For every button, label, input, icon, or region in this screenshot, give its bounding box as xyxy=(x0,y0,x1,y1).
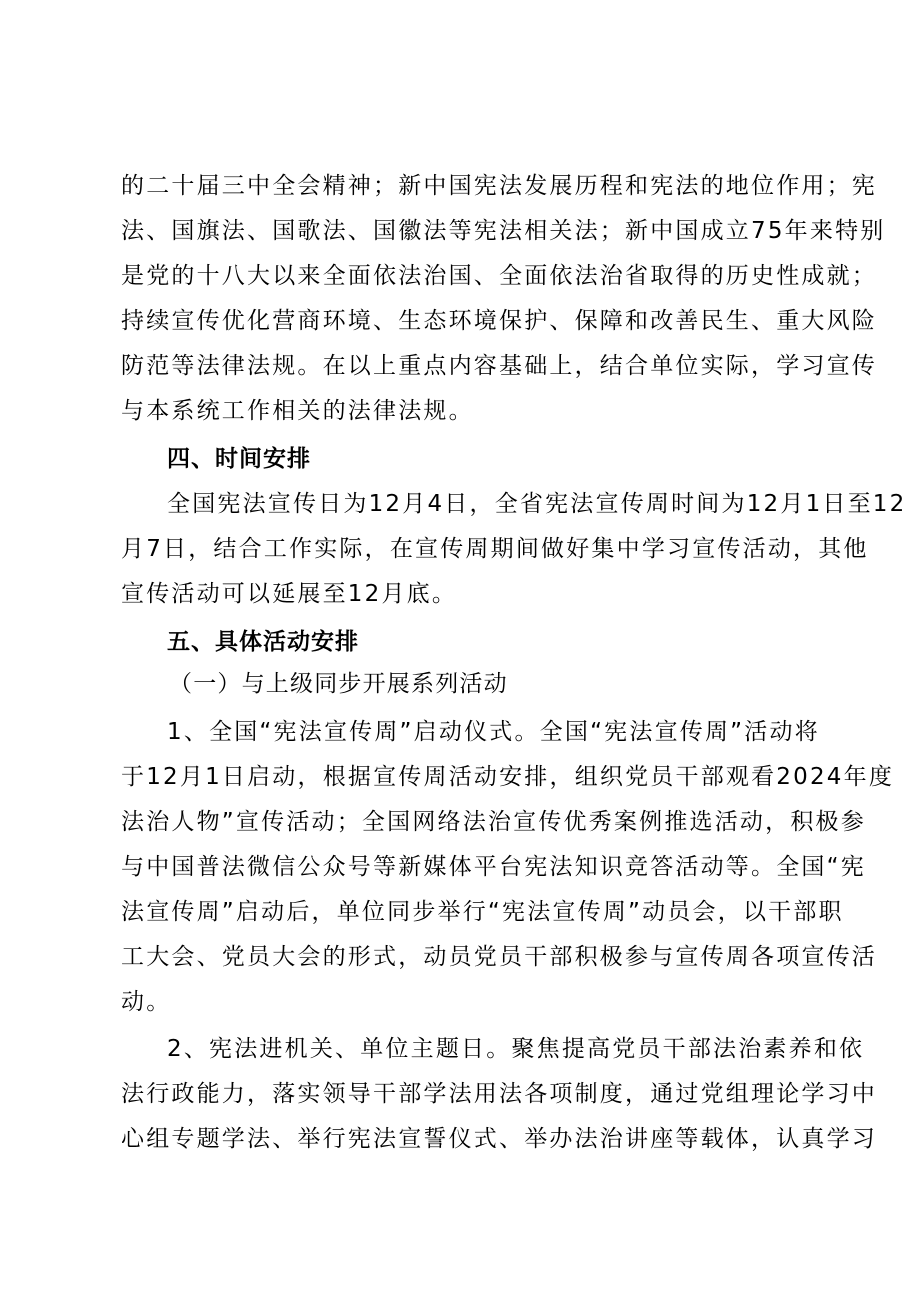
body-line-6: 与本系统工作相关的法律法规。 xyxy=(121,398,474,424)
subsection-heading-sync-activities: （一）与上级同步开展系列活动 xyxy=(169,671,508,697)
body-line-8: 月7日，结合工作实际，在宣传周期间做好集中学习宣传活动，其他 xyxy=(121,536,869,562)
body-line-14: 法宣传周”启动后，单位同步举行“宪法宣传周”动员会，以干部职 xyxy=(121,899,844,925)
section-heading-schedule: 四、时间安排 xyxy=(167,446,311,472)
body-line-12: 法治人物”宣传活动；全国网络法治宣传优秀案例推选活动，积极参 xyxy=(121,809,866,835)
body-line-2: 法、国旗法、国歌法、国徽法等宪法相关法；新中国成立75年来特别 xyxy=(121,218,886,244)
body-line-11: 于12月1日启动，根据宣传周活动安排，组织党员干部观看2024年度 xyxy=(121,764,895,790)
body-line-1: 的二十届三中全会精神；新中国宪法发展历程和宪法的地位作用；宪 xyxy=(121,173,877,199)
body-line-7: 全国宪法宣传日为12月4日，全省宪法宣传周时间为12月1日至12 xyxy=(167,491,907,517)
body-line-5: 防范等法律法规。在以上重点内容基础上，结合单位实际，学习宣传 xyxy=(121,353,877,379)
section-heading-activities: 五、具体活动安排 xyxy=(167,629,359,655)
body-line-13: 与中国普法微信公众号等新媒体平台宪法知识竞答活动等。全国“宪 xyxy=(121,854,866,880)
body-line-16: 动。 xyxy=(121,989,172,1015)
body-line-9: 宣传活动可以延展至12月底。 xyxy=(121,581,458,607)
body-line-4: 持续宣传优化营商环境、生态环境保护、保障和改善民生、重大风险 xyxy=(121,308,877,334)
body-line-10: 1、全国“宪法宣传周”启动仪式。全国“宪法宣传周”活动将 xyxy=(167,719,820,745)
body-line-17: 2、宪法进机关、单位主题日。聚焦提高党员干部法治素养和依 xyxy=(167,1036,865,1062)
body-line-19: 心组专题学法、举行宪法宣誓仪式、举办法治讲座等载体，认真学习 xyxy=(121,1126,877,1152)
body-line-15: 工大会、党员大会的形式，动员党员干部积极参与宣传周各项宣传活 xyxy=(121,944,877,970)
body-line-18: 法行政能力，落实领导干部学法用法各项制度，通过党组理论学习中 xyxy=(121,1081,877,1107)
body-line-3: 是党的十八大以来全面依法治国、全面依法治省取得的历史性成就； xyxy=(121,263,877,289)
